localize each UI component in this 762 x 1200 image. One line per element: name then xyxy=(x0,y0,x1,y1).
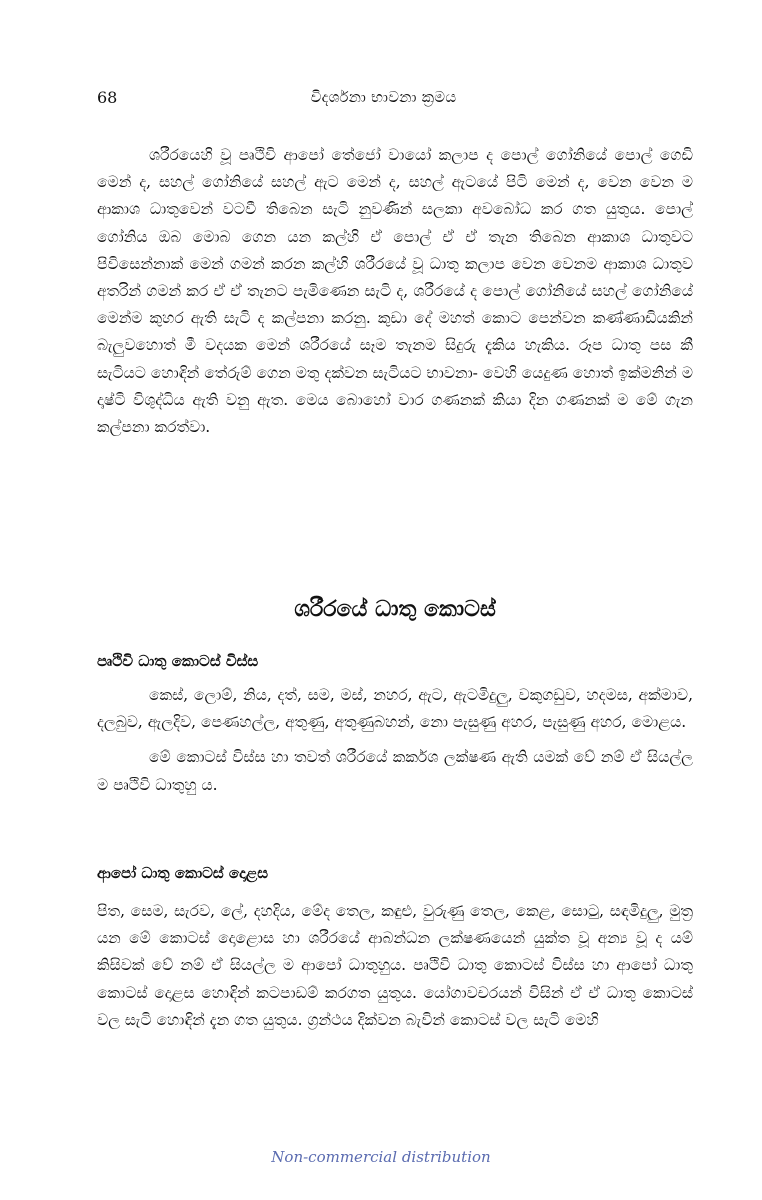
footer-note: Non-commercial distribution xyxy=(271,1148,491,1166)
pathavi-section xyxy=(97,682,693,799)
section-title: ශරීරයේ ධාතු කොටස් xyxy=(294,596,496,622)
page-number: 68 xyxy=(97,88,118,107)
intro-paragraph: ශරීරයෙහි වූ පෘථිවි ආපෝ තේජෝ වායෝ කලාප ද පොල් ගෝනියේ පොල් ගෙඩි මෙන් ද, සහල් ගෝනියේ සහල් ඇට මෙන් ද, සහල් ඇටයේ පිටි මෙන් ද, වෙන වෙන ම ආකාශ ධාතුවෙන් වටවී තිබෙන සැටි නුවණින් සලකා අවබෝධ කර ගත යුතුය. පොල් ගෝනිය ඔබ මොබ ගෙන යන කල්හි ඒ පොල් ඒ ඒ තැන තිබෙන ආකාශ ධාතුවට පිවිසෙන්නාක් මෙන් ගමන් කරන කල්හි ශරීරයේ වූ ධාතු කලාප වෙන වෙනම ආකාශ ධාතුව අතරින් ගමන් කර ඒ ඒ තැනට පැමිණෙන සැටි ද, ශරීරයේ ද පොල් ගෝනියේ සහල් ගෝනියේ මෙන්ම කුහර ඇති සැටි ද කල්පනා කරනු. කුඩා දේ මහත් කොට පෙන්වන කණ්ණාඩියකින් බැලුවහොත් මී වදයක මෙන් ශරීරයේ සෑම තැනම සිදුරු දැකිය හැකිය. රූප ධාතු පස කී සැටියට හොඳින් තේරුම් ගෙන මතු දක්වන සැටියට භාවනා- වෙහි යෙදුණ හොත් ඉක්මනින් ම දෘෂ්ටි විශුද්ධිය ඇති වනු ඇත. මෙය බොහෝ වාර ගණනක් කියා දින ගණනක් ම මේ ගැන කල්පනා කරත්වා. xyxy=(97,146,693,437)
pathavi-list: කෙස්, ලොම්, නිය, දත්, සම, මස්, නහර, ඇට, ඇටමිදුලු, වකුගඩුව, හදමස, අක්මාව, දලබුව, ඇලදිව, පෙණහල්ල, අතුණු, අතුණුබහන්, නො පැසුණු අහර, පැසුණු අහර, මොළය. xyxy=(97,686,693,732)
apo-text: පිත, සෙම, සැරව, ලේ, දහදිය, මේද තෙල, කඳුළු, වුරුණු තෙල, කෙළ, සොටු, සඳමිදුලු, මුත්‍ර යන මේ කොටස් දොළොස හා ශරීරයේ ආබන්ධන ලක්ෂණයෙන් යුක්ත වූ අන්‍ය වූ ද යම් කිසිවක් වේ නම් ඒ සියල්ල ම ආපෝ ධාතුහුය. පෘථිවි ධාතු කොටස් විස්ස හා ආපෝ ධාතු කොටස් දොළස හොඳින් කටපාඩම් කරගත යුතුය. යෝගාවචරයන් විසින් ඒ ඒ ධාතු කොටස් වල සැටි හොඳින් දැන ගත යුතුය. ග්‍රන්ථය දික්වන බැවින් කොටස් වල සැටි මෙහි xyxy=(97,902,693,1029)
apo-section xyxy=(97,898,693,1034)
apo-heading: ආපෝ ධාතු කොටස් දොළස xyxy=(97,864,269,882)
intro-section xyxy=(97,142,693,441)
pathavi-heading: පෘථිවි ධාතු කොටස් විස්ස xyxy=(97,652,259,670)
pathavi-note: මේ කොටස් විස්ස හා තවත් ශරීරයේ කර්කශ ලක්ෂණ ඇති යමක් වේ නම් ඒ සියල්ල ම පෘථිවි ධාතුහු ය. xyxy=(97,748,693,794)
running-head xyxy=(97,88,670,112)
running-title: විදර්ශනා භාවනා ක්‍රමය xyxy=(310,88,457,106)
